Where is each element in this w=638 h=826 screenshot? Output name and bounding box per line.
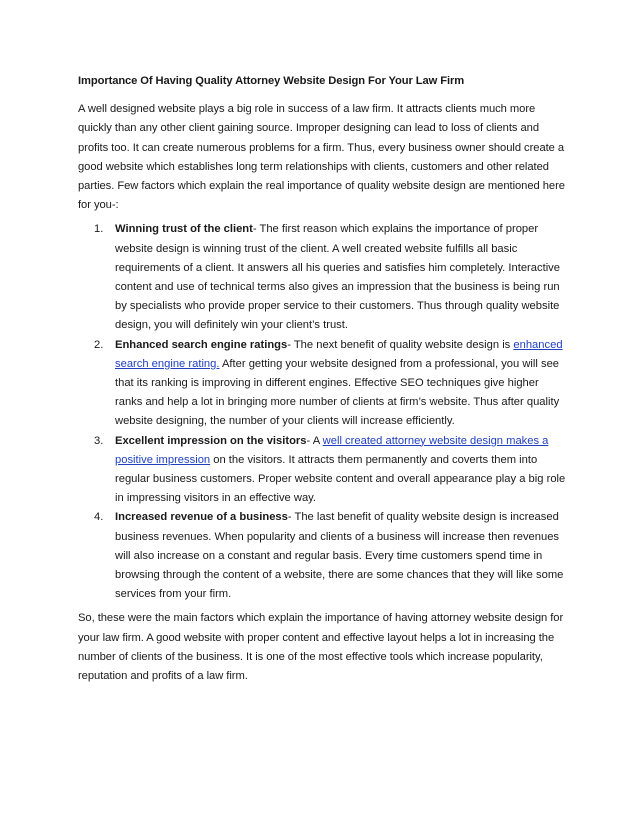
list-number: 3. [94,434,104,447]
item-heading: Winning trust of the client [115,223,253,236]
item-text: - A [306,434,323,447]
list-number: 4. [94,511,104,524]
enhanced-search-rating-link[interactable]: enhanced search engine rating. [115,338,563,370]
list-number: 2. [94,338,104,351]
document-page [78,72,568,686]
item-heading: Increased revenue of a business [115,511,288,524]
list-number: 1. [94,223,104,236]
closing-paragraph: So, these were the main factors which explain the importance of having attorney website design for your law firm. A good website with proper content and effective layout helps a lot in increasing the number of clients of the business. It is one of the most effective tools which increase popularity, reputation and profits of a law firm. [78,612,564,683]
attorney-website-design-link[interactable]: well created attorney website design makes a positive impression [115,434,549,466]
list-item-search-ratings [78,336,568,432]
intro-paragraph: A well designed website plays a big role in success of a law firm. It attracts clients much more quickly than any other client gaining source. Improper designing can lead to loss of clients and profits too. It can create numerous problems for a firm. Thus, every business owner should create a good website which establishes long term relationships with clients, customers and other related parties. Few factors which explain the real importance of quality website design are mentioned here for you-: [78,103,565,212]
item-text: - The next benefit of quality website design is [287,338,514,351]
item-text-continued: on the visitors. It attracts them permanently and coverts them into regular business customers. Proper website content and overall appearance play a big role in impressing visitors in an effective way. [115,453,566,505]
list-item-winning-trust [78,220,568,335]
factors-list [78,220,568,604]
item-text: - The last benefit of quality website design is increased business revenues. When popularity and clients of a business will increase then revenues will also increase on a constant and regular basis. Every time customers spend time in browsing through the content of a website, there are some chances that they will like some services from your firm. [115,511,564,601]
item-heading: Excellent impression on the visitors [115,434,307,447]
list-item-impression [78,432,568,509]
list-item-revenue [78,508,568,604]
item-text-continued: After getting your website designed from a professional, you will see that its ranking is improving in different engines. Effective SEO techniques give higher ranks and help a lot in bringing more number of clients at firm’s website. Thus after quality website designing, the number of your clients will increase efficiently. [115,357,560,428]
document-title: Importance Of Having Quality Attorney Website Design For Your Law Firm [78,75,465,87]
item-heading: Enhanced search engine ratings [115,338,288,351]
item-text: - The first reason which explains the importance of proper website design is winning trust of the client. A well created website fulfills all basic requirements of a client. It answers all his queries and satisfies him completely. Interactive content and use of technical terms also gives an impression that the business is being run by specialists who provide proper service to their customers. Thus through quality website design, you will definitely win your client’s trust. [115,223,561,332]
